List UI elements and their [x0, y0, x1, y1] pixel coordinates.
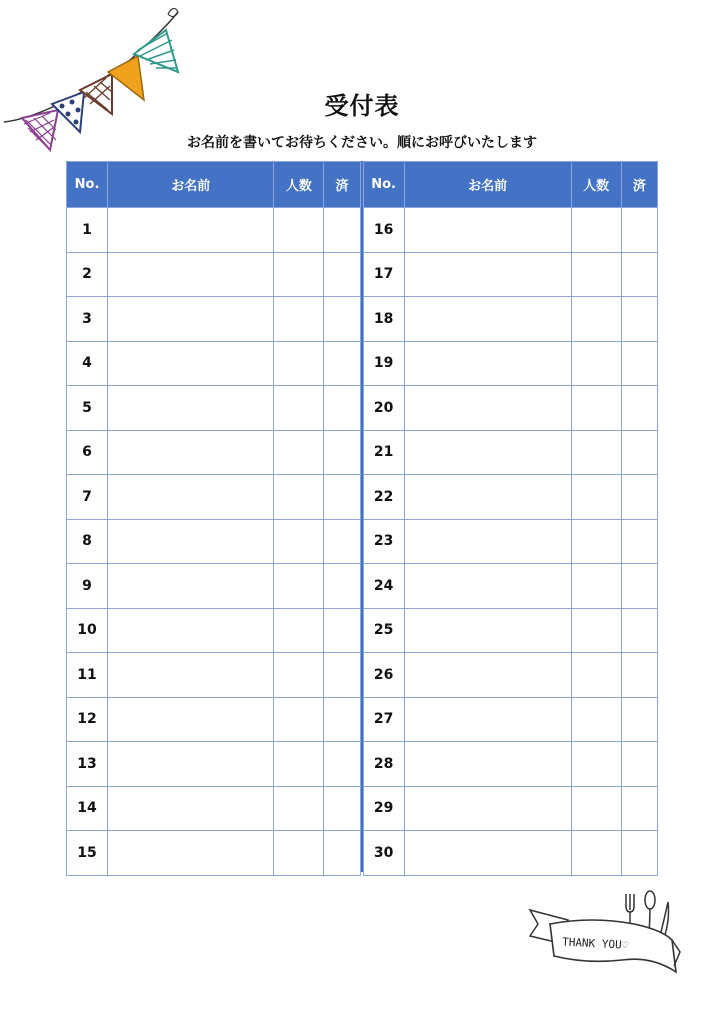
- row-number: 4: [67, 341, 108, 386]
- table-row: [67, 831, 361, 876]
- table-row: [67, 341, 361, 386]
- name-cell[interactable]: [404, 608, 571, 653]
- row-number: 2: [67, 252, 108, 297]
- table-row: [363, 430, 658, 475]
- name-cell[interactable]: [404, 742, 571, 787]
- table-row: [67, 475, 361, 520]
- people-cell[interactable]: [274, 608, 324, 653]
- name-cell[interactable]: [404, 386, 571, 431]
- people-cell[interactable]: [571, 297, 621, 342]
- done-cell[interactable]: [621, 208, 657, 253]
- name-cell[interactable]: [404, 475, 571, 520]
- name-cell[interactable]: [108, 252, 274, 297]
- people-cell[interactable]: [571, 697, 621, 742]
- name-cell[interactable]: [404, 653, 571, 698]
- people-cell[interactable]: [274, 430, 324, 475]
- row-number: 7: [67, 475, 108, 520]
- row-number: 30: [363, 831, 404, 876]
- row-number: 15: [67, 831, 108, 876]
- row-number: 22: [363, 475, 404, 520]
- reception-table-right: [363, 161, 659, 876]
- row-number: 20: [363, 386, 404, 431]
- people-cell[interactable]: [274, 341, 324, 386]
- name-cell[interactable]: [404, 697, 571, 742]
- people-cell[interactable]: [274, 297, 324, 342]
- people-cell[interactable]: [274, 697, 324, 742]
- column-header-no: No.: [67, 162, 108, 208]
- name-cell[interactable]: [108, 697, 274, 742]
- people-cell[interactable]: [571, 519, 621, 564]
- row-number: 14: [67, 786, 108, 831]
- table-row: [67, 430, 361, 475]
- table-row: [363, 519, 658, 564]
- column-header-name: お名前: [404, 162, 571, 208]
- people-cell[interactable]: [571, 475, 621, 520]
- table-row: [67, 386, 361, 431]
- done-cell[interactable]: [324, 341, 360, 386]
- table-row: [67, 297, 361, 342]
- done-cell[interactable]: [324, 297, 360, 342]
- row-number: 5: [67, 386, 108, 431]
- done-cell[interactable]: [324, 475, 360, 520]
- name-cell[interactable]: [404, 831, 571, 876]
- row-number: 10: [67, 608, 108, 653]
- name-cell[interactable]: [108, 564, 274, 609]
- column-header-name: お名前: [108, 162, 274, 208]
- row-number: 17: [363, 252, 404, 297]
- header-row: [67, 162, 361, 208]
- row-number: 27: [363, 697, 404, 742]
- done-cell[interactable]: [621, 341, 657, 386]
- name-cell[interactable]: [108, 475, 274, 520]
- people-cell[interactable]: [274, 519, 324, 564]
- row-number: 26: [363, 653, 404, 698]
- name-cell[interactable]: [108, 608, 274, 653]
- table-row: [363, 786, 658, 831]
- people-cell[interactable]: [571, 208, 621, 253]
- row-number: 9: [67, 564, 108, 609]
- people-cell[interactable]: [274, 208, 324, 253]
- table-row: [67, 252, 361, 297]
- people-cell[interactable]: [571, 786, 621, 831]
- done-cell[interactable]: [324, 519, 360, 564]
- done-cell[interactable]: [621, 697, 657, 742]
- table-row: [363, 475, 658, 520]
- row-number: 21: [363, 430, 404, 475]
- people-cell[interactable]: [571, 608, 621, 653]
- header-row: [363, 162, 658, 208]
- row-number: 18: [363, 297, 404, 342]
- name-cell[interactable]: [404, 297, 571, 342]
- row-number: 11: [67, 653, 108, 698]
- done-cell[interactable]: [621, 252, 657, 297]
- column-header-people: 人数: [274, 162, 324, 208]
- table-row: [67, 208, 361, 253]
- name-cell[interactable]: [404, 430, 571, 475]
- table-row: [67, 697, 361, 742]
- table-row: [363, 608, 658, 653]
- row-number: 25: [363, 608, 404, 653]
- row-number: 6: [67, 430, 108, 475]
- right-table-panel: [363, 161, 659, 872]
- done-cell[interactable]: [621, 430, 657, 475]
- people-cell[interactable]: [571, 653, 621, 698]
- done-cell[interactable]: [621, 297, 657, 342]
- done-cell[interactable]: [324, 786, 360, 831]
- name-cell[interactable]: [404, 341, 571, 386]
- people-cell[interactable]: [571, 831, 621, 876]
- reception-sheet: [66, 161, 658, 872]
- row-number: 16: [363, 208, 404, 253]
- people-cell[interactable]: [274, 742, 324, 787]
- table-row: [363, 341, 658, 386]
- row-number: 8: [67, 519, 108, 564]
- table-row: [363, 831, 658, 876]
- table-row: [363, 208, 658, 253]
- done-cell[interactable]: [621, 786, 657, 831]
- done-cell[interactable]: [621, 831, 657, 876]
- name-cell[interactable]: [404, 519, 571, 564]
- row-number: 19: [363, 341, 404, 386]
- people-cell[interactable]: [571, 564, 621, 609]
- name-cell[interactable]: [404, 208, 571, 253]
- people-cell[interactable]: [274, 564, 324, 609]
- left-table-panel: [66, 161, 363, 872]
- table-row: [363, 564, 658, 609]
- table-row: [67, 519, 361, 564]
- people-cell[interactable]: [274, 386, 324, 431]
- name-cell[interactable]: [108, 341, 274, 386]
- done-cell[interactable]: [324, 742, 360, 787]
- row-number: 24: [363, 564, 404, 609]
- name-cell[interactable]: [108, 831, 274, 876]
- table-row: [363, 386, 658, 431]
- table-row: [363, 252, 658, 297]
- done-cell[interactable]: [324, 653, 360, 698]
- people-cell[interactable]: [274, 252, 324, 297]
- done-cell[interactable]: [324, 564, 360, 609]
- thank-you-text: THANK YOU♡: [561, 935, 629, 952]
- page-title: 受付表: [324, 92, 400, 120]
- column-header-people: 人数: [571, 162, 621, 208]
- reception-table-left: [66, 161, 361, 876]
- done-cell[interactable]: [324, 252, 360, 297]
- done-cell[interactable]: [621, 475, 657, 520]
- name-cell[interactable]: [108, 519, 274, 564]
- name-cell[interactable]: [108, 786, 274, 831]
- name-cell[interactable]: [108, 653, 274, 698]
- people-cell[interactable]: [571, 252, 621, 297]
- done-cell[interactable]: [324, 386, 360, 431]
- done-cell[interactable]: [621, 653, 657, 698]
- name-cell[interactable]: [404, 564, 571, 609]
- done-cell[interactable]: [324, 208, 360, 253]
- row-number: 3: [67, 297, 108, 342]
- table-row: [67, 564, 361, 609]
- name-cell[interactable]: [108, 430, 274, 475]
- name-cell[interactable]: [108, 386, 274, 431]
- people-cell[interactable]: [571, 341, 621, 386]
- thank-you-ribbon-illustration: [522, 880, 682, 990]
- table-row: [363, 697, 658, 742]
- done-cell[interactable]: [324, 831, 360, 876]
- row-number: 29: [363, 786, 404, 831]
- done-cell[interactable]: [621, 608, 657, 653]
- people-cell[interactable]: [274, 831, 324, 876]
- column-header-done: 済: [324, 162, 360, 208]
- row-number: 13: [67, 742, 108, 787]
- page-subtitle: お名前を書いてお待ちください。順にお呼びいたします: [187, 135, 537, 151]
- name-cell[interactable]: [108, 297, 274, 342]
- table-row: [363, 653, 658, 698]
- table-row: [363, 742, 658, 787]
- people-cell[interactable]: [274, 475, 324, 520]
- table-row: [363, 297, 658, 342]
- table-row: [67, 742, 361, 787]
- done-cell[interactable]: [621, 742, 657, 787]
- row-number: 12: [67, 697, 108, 742]
- done-cell[interactable]: [324, 430, 360, 475]
- name-cell[interactable]: [404, 252, 571, 297]
- table-row: [67, 786, 361, 831]
- column-header-done: 済: [621, 162, 657, 208]
- row-number: 28: [363, 742, 404, 787]
- people-cell[interactable]: [571, 386, 621, 431]
- name-cell[interactable]: [108, 208, 274, 253]
- done-cell[interactable]: [621, 519, 657, 564]
- people-cell[interactable]: [274, 653, 324, 698]
- row-number: 23: [363, 519, 404, 564]
- done-cell[interactable]: [621, 564, 657, 609]
- table-row: [67, 608, 361, 653]
- done-cell[interactable]: [621, 386, 657, 431]
- people-cell[interactable]: [571, 430, 621, 475]
- row-number: 1: [67, 208, 108, 253]
- done-cell[interactable]: [324, 608, 360, 653]
- done-cell[interactable]: [324, 697, 360, 742]
- column-header-no: No.: [363, 162, 404, 208]
- name-cell[interactable]: [108, 742, 274, 787]
- table-row: [67, 653, 361, 698]
- name-cell[interactable]: [404, 786, 571, 831]
- people-cell[interactable]: [274, 786, 324, 831]
- people-cell[interactable]: [571, 742, 621, 787]
